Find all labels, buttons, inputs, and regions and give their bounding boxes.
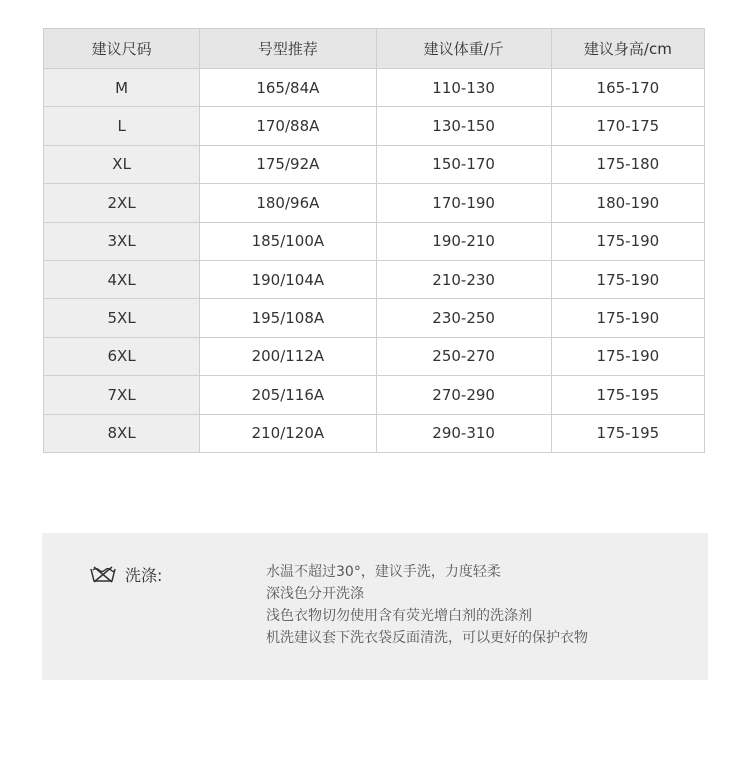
cell-size: L — [44, 107, 200, 145]
cell-height: 180-190 — [551, 184, 704, 222]
washing-instruction-line: 浅色衣物切勿使用含有荧光增白剂的洗涤剂 — [266, 608, 532, 624]
cell-weight: 150-170 — [376, 145, 551, 183]
cell-size: XL — [44, 145, 200, 183]
cell-size: 4XL — [44, 260, 200, 298]
header-size: 建议尺码 — [44, 29, 200, 69]
hand-wash-icon — [90, 565, 116, 583]
cell-weight: 190-210 — [376, 222, 551, 260]
washing-instruction-line: 深浅色分开洗涤 — [266, 586, 364, 602]
cell-height: 175-190 — [551, 299, 704, 337]
cell-size: M — [44, 69, 200, 107]
header-weight: 建议体重/斤 — [376, 29, 551, 69]
cell-height: 170-175 — [551, 107, 704, 145]
cell-fit-code: 175/92A — [200, 145, 376, 183]
cell-fit-code: 205/116A — [200, 376, 376, 414]
cell-height: 175-195 — [551, 376, 704, 414]
cell-weight: 230-250 — [376, 299, 551, 337]
cell-weight: 130-150 — [376, 107, 551, 145]
cell-size: 2XL — [44, 184, 200, 222]
header-height: 建议身高/cm — [551, 29, 704, 69]
table-row — [44, 69, 705, 107]
header-fit-code: 号型推荐 — [200, 29, 376, 69]
cell-size: 8XL — [44, 414, 200, 452]
table-row — [44, 145, 705, 183]
cell-size: 3XL — [44, 222, 200, 260]
cell-weight: 270-290 — [376, 376, 551, 414]
cell-size: 7XL — [44, 376, 200, 414]
table-row — [44, 299, 705, 337]
washing-instructions-panel — [42, 533, 708, 680]
cell-weight: 250-270 — [376, 337, 551, 375]
cell-height: 175-180 — [551, 145, 704, 183]
table-row — [44, 184, 705, 222]
cell-weight: 110-130 — [376, 69, 551, 107]
table-body — [44, 69, 705, 453]
table-header-row — [44, 29, 705, 69]
cell-height: 175-190 — [551, 260, 704, 298]
cell-weight: 170-190 — [376, 184, 551, 222]
cell-fit-code: 170/88A — [200, 107, 376, 145]
cell-fit-code: 210/120A — [200, 414, 376, 452]
cell-fit-code: 190/104A — [200, 260, 376, 298]
cell-fit-code: 195/108A — [200, 299, 376, 337]
cell-fit-code: 165/84A — [200, 69, 376, 107]
table-row — [44, 337, 705, 375]
washing-label: 洗涤: — [125, 566, 163, 585]
table-row — [44, 260, 705, 298]
cell-fit-code: 180/96A — [200, 184, 376, 222]
cell-fit-code: 200/112A — [200, 337, 376, 375]
table-row — [44, 222, 705, 260]
washing-instruction-list — [266, 561, 588, 649]
cell-size: 5XL — [44, 299, 200, 337]
size-chart-table — [43, 28, 705, 453]
table-row — [44, 376, 705, 414]
table-row — [44, 107, 705, 145]
cell-weight: 290-310 — [376, 414, 551, 452]
cell-weight: 210-230 — [376, 260, 551, 298]
table-row — [44, 414, 705, 452]
cell-height: 165-170 — [551, 69, 704, 107]
washing-instruction-line: 机洗建议套下洗衣袋反面清洗，可以更好的保护衣物 — [266, 630, 588, 646]
washing-instruction-line: 水温不超过30°，建议手洗，力度轻柔 — [266, 564, 501, 580]
cell-size: 6XL — [44, 337, 200, 375]
cell-height: 175-190 — [551, 337, 704, 375]
cell-fit-code: 185/100A — [200, 222, 376, 260]
cell-height: 175-195 — [551, 414, 704, 452]
cell-height: 175-190 — [551, 222, 704, 260]
